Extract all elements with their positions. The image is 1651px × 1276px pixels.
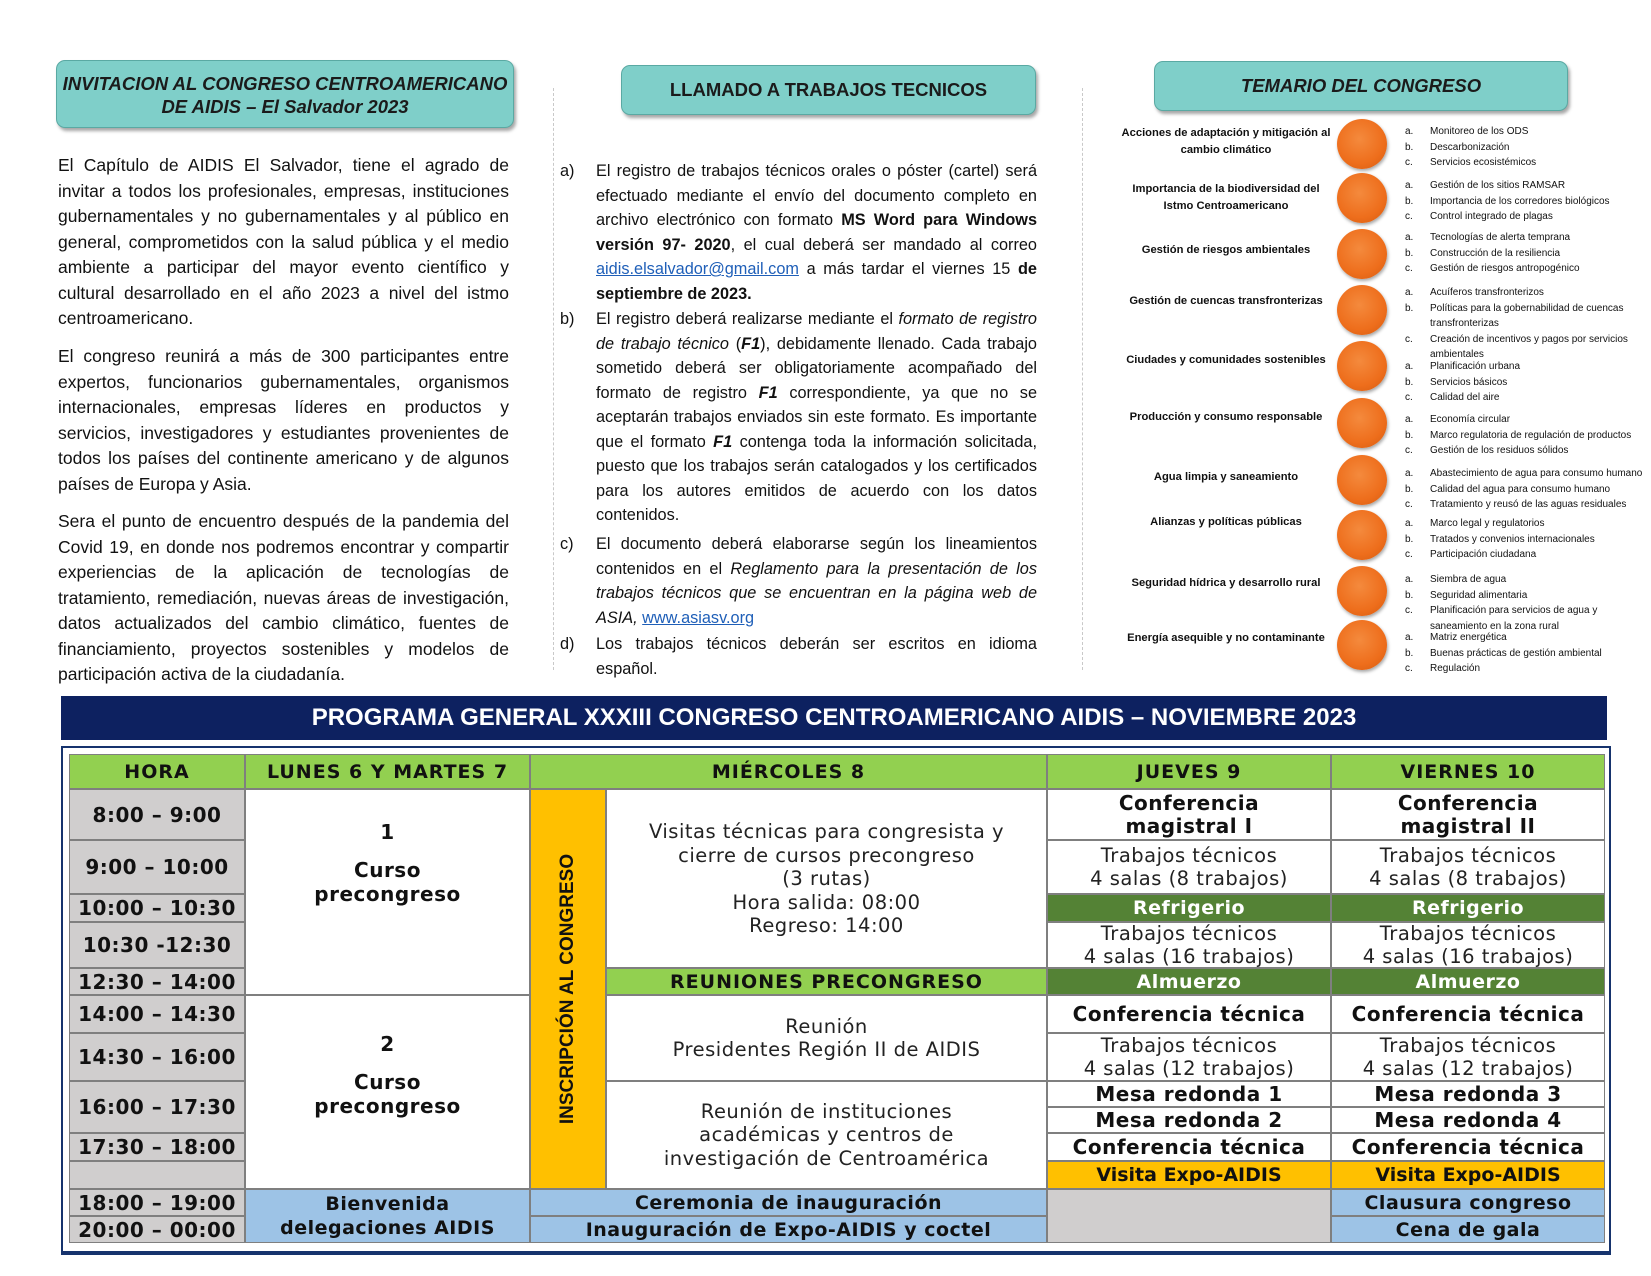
subtopic-text: Participación ciudadana <box>1430 549 1537 560</box>
call-item-c <box>560 532 1037 630</box>
topic-subtopics <box>1405 230 1645 277</box>
subtopic-item <box>1405 261 1645 277</box>
subtopic-item <box>1405 532 1645 548</box>
subtopic-letter: c. <box>1405 663 1413 674</box>
subtopic-item <box>1405 466 1645 482</box>
course-1-line2: precongreso <box>314 882 461 906</box>
subtopic-text: Gestión de los sitios RAMSAR <box>1430 180 1566 191</box>
invitation-paragraph-1: El Capítulo de AIDIS El Salvador, tiene el agrado de invitar a todos los profesionales, empresas, instituciones gubernamentales y no gubernamentales y al público en general, comprometidos con la salud pública y el medio ambiente a participar del mayor evento científico y cultural desarrollado en el año 2023 a nivel del istmo centroamericano. <box>58 155 509 328</box>
subtopic-item <box>1405 375 1645 391</box>
gala-dinner: Cena de gala <box>1331 1216 1605 1243</box>
subtopic-item <box>1405 443 1645 459</box>
subtopic-text: Políticas para la gobernabilidad de cuencas transfronterizas <box>1430 302 1624 329</box>
subtopic-letter: b. <box>1405 589 1414 601</box>
subtopic-item <box>1405 412 1645 428</box>
topic-subtopics <box>1405 412 1645 459</box>
call-b-text1: El registro deberá realizarse mediante el <box>596 310 899 328</box>
thursday-lunch: Almuerzo <box>1047 968 1331 995</box>
subtopic-text: Tecnologías de alerta temprana <box>1430 232 1571 243</box>
topic-orb-icon <box>1337 566 1387 616</box>
subtopic-letter: c. <box>1405 157 1413 168</box>
call-a-bold2: de septiembre de 2023. <box>596 260 1037 303</box>
subtopic-item <box>1405 359 1645 375</box>
temario-title-box <box>1154 61 1568 111</box>
call-item-a <box>560 159 1038 306</box>
call-b-text2: ( <box>728 334 742 353</box>
friday-expo-visit: Visita Expo-AIDIS <box>1331 1161 1605 1189</box>
subtopic-letter: c. <box>1405 211 1413 222</box>
topic-subtopics <box>1405 572 1645 634</box>
friday-papers-1-line2: 4 salas (8 trabajos) <box>1369 867 1567 890</box>
topic-label: Alianzas y políticas públicas <box>1150 516 1302 528</box>
subtopic-text: Siembra de agua <box>1430 574 1507 585</box>
friday-keynote-line1: Conferencia <box>1397 790 1539 815</box>
thursday-papers-1-line1: Trabajos técnicos <box>1100 843 1278 867</box>
topic-subtopics <box>1405 178 1645 225</box>
meeting2-line3: investigación de Centroamérica <box>663 1146 990 1170</box>
topic-subtopics <box>1405 124 1645 171</box>
call-b-f1b: F1 <box>758 383 778 402</box>
thursday-papers-2 <box>1047 922 1331 968</box>
subtopic-letter: c. <box>1405 445 1413 456</box>
subtopic-item <box>1405 588 1645 604</box>
call-b-italic1: formato de registro de trabajo técnico <box>596 310 1037 353</box>
friday-tech-conference-2: Conferencia técnica <box>1331 1133 1605 1161</box>
subtopic-text: Acuíferos transfronterizos <box>1430 287 1544 298</box>
topic-orb-icon <box>1337 620 1387 670</box>
header-monday: LUNES 6 Y MARTES 7 <box>245 754 530 789</box>
subtopic-text: Construcción de la resiliencia <box>1430 247 1561 259</box>
subtopic-text: Importancia de los corredores biológicos <box>1430 195 1610 207</box>
subtopic-text: Tratados y convenios internacionales <box>1430 533 1595 545</box>
header-hora: HORA <box>69 754 245 789</box>
course-2-number: 2 <box>380 1032 395 1056</box>
call-title-box <box>621 65 1036 115</box>
thursday-evening-empty <box>1047 1189 1331 1243</box>
thursday-tech-conference-2: Conferencia técnica <box>1047 1133 1331 1161</box>
hour-cell: 12:30 – 14:00 <box>69 968 245 995</box>
topic-orb-icon <box>1337 455 1387 505</box>
call-a-bold1: MS Word para Windows versión 97- 2020 <box>596 211 1038 254</box>
subtopic-item <box>1405 482 1645 498</box>
subtopic-text: Abastecimiento de agua para consumo humano <box>1430 468 1643 479</box>
subtopic-letter: b. <box>1405 647 1414 659</box>
monday-welcome <box>245 1189 530 1243</box>
visits-line3: (3 rutas) <box>782 867 871 890</box>
subtopic-letter: b. <box>1405 302 1414 314</box>
hour-cell-empty <box>69 1161 245 1189</box>
subtopic-text: Tratamiento y reusó de las aguas residuales <box>1430 499 1627 510</box>
welcome-line1: Bienvenida <box>325 1193 450 1215</box>
subtopic-letter: a. <box>1405 126 1414 137</box>
column-divider-1 <box>553 88 554 670</box>
topic-label: Gestión de riesgos ambientales <box>1141 244 1311 256</box>
subtopic-text: Control integrado de plagas <box>1430 211 1553 222</box>
call-a-text2: , el cual deberá ser mandado al correo <box>730 235 1037 254</box>
meeting2-line1: Reunión de instituciones <box>700 1099 953 1123</box>
thursday-papers-1 <box>1047 840 1331 894</box>
friday-papers-3-line2: 4 salas (12 trabajos) <box>1362 1057 1574 1080</box>
subtopic-item <box>1405 390 1645 406</box>
topic-label: Agua limpia y saneamiento <box>1153 471 1299 483</box>
topic-orb-icon <box>1337 119 1387 169</box>
topic-label: Seguridad hídrica y desarrollo rural <box>1131 577 1321 589</box>
subtopic-text: Calidad del agua para consumo humano <box>1430 483 1611 495</box>
friday-keynote-line2: magistral II <box>1400 813 1536 838</box>
friday-papers-1 <box>1331 840 1605 894</box>
subtopic-item <box>1405 572 1645 588</box>
subtopic-text: Matriz energética <box>1430 632 1507 643</box>
hour-cell: 10:00 – 10:30 <box>69 894 245 922</box>
thursday-keynote-line2: magistral I <box>1125 813 1253 838</box>
friday-papers-2-line2: 4 salas (16 trabajos) <box>1362 945 1574 968</box>
thursday-papers-2-line1: Trabajos técnicos <box>1100 921 1278 945</box>
friday-tech-conference: Conferencia técnica <box>1331 995 1605 1033</box>
subtopic-letter: c. <box>1405 499 1413 510</box>
pre-congress-meetings: REUNIONES PRECONGRESO <box>606 968 1047 995</box>
subtopic-letter: a. <box>1405 180 1414 191</box>
call-item-d <box>560 632 1037 681</box>
email-link[interactable]: aidis.elsalvador@gmail.com <box>596 260 799 278</box>
subtopic-letter: a. <box>1405 632 1414 643</box>
subtopic-item <box>1405 194 1645 210</box>
closing-ceremony: Clausura congreso <box>1331 1189 1605 1216</box>
thursday-papers-3-line2: 4 salas (12 trabajos) <box>1083 1057 1295 1080</box>
header-wednesday: MIÉRCOLES 8 <box>530 754 1047 789</box>
subtopic-letter: b. <box>1405 247 1414 259</box>
subtopic-text: Planificación para servicios de agua y saneamiento en la zona rural <box>1430 605 1598 632</box>
subtopic-item <box>1405 209 1645 225</box>
visits-line2: cierre de cursos precongreso <box>678 843 975 867</box>
subtopic-letter: b. <box>1405 195 1414 207</box>
friday-break: Refrigerio <box>1331 894 1605 922</box>
monday-course-1 <box>245 789 530 995</box>
round-table-3: Mesa redonda 3 <box>1331 1081 1605 1107</box>
temario-title: TEMARIO DEL CONGRESO <box>1240 75 1482 96</box>
subtopic-text: Servicios básicos <box>1430 376 1508 388</box>
program-banner <box>61 696 1607 740</box>
program-table <box>61 746 1611 1253</box>
header-thursday: JUEVES 9 <box>1047 754 1331 789</box>
thursday-keynote <box>1047 789 1331 840</box>
monday-course-2 <box>245 995 530 1189</box>
subtopic-letter: c. <box>1405 605 1413 616</box>
call-title: LLAMADO A TRABAJOS TECNICOS <box>669 79 988 100</box>
subtopic-text: Calidad del aire <box>1430 392 1500 403</box>
call-b-text4: correspondiente, ya que no se aceptarán trabajos enviados sin este formato. Es importante que el formato <box>596 383 1037 451</box>
friday-papers-3 <box>1331 1033 1605 1081</box>
subtopic-letter: b. <box>1405 141 1414 153</box>
topic-label: Gestión de cuencas transfronterizas <box>1129 295 1323 307</box>
topic-orb-icon <box>1337 510 1387 560</box>
meeting-presidents <box>606 995 1047 1081</box>
meeting1-line2: Presidentes Región II de AIDIS <box>672 1038 981 1061</box>
topic-label: Acciones de adaptación y mitigación al cambio climático <box>1121 127 1331 156</box>
subtopic-text: Marco legal y regulatorios <box>1430 518 1545 529</box>
subtopic-item <box>1405 332 1645 363</box>
hour-cell: 14:30 – 16:00 <box>69 1033 245 1081</box>
topic-subtopics <box>1405 630 1645 677</box>
subtopic-text: Marco regulatoria de regulación de productos <box>1430 429 1632 441</box>
subtopic-item <box>1405 230 1645 246</box>
friday-papers-2-line1: Trabajos técnicos <box>1379 921 1557 945</box>
call-letter-a: a) <box>560 162 575 180</box>
subtopic-letter: a. <box>1405 232 1414 243</box>
thursday-keynote-line1: Conferencia <box>1118 790 1260 815</box>
registration-text: INSCRIPCIÓN AL CONGRESO <box>557 853 578 1125</box>
call-b-text3: ), debidamente llenado. Cada trabajo sometido deberá ser obligatoriamente acompañado del formato de registro <box>596 334 1037 402</box>
thursday-papers-3 <box>1047 1033 1331 1081</box>
subtopic-letter: c. <box>1405 333 1413 345</box>
subtopic-text: Gestión de riesgos antropogénico <box>1430 263 1580 274</box>
topic-orb-icon <box>1337 341 1387 391</box>
technical-visits <box>606 789 1047 968</box>
registration-cell <box>530 789 606 1189</box>
call-d-text: Los trabajos técnicos deberán ser escritos en idioma español. <box>596 635 1037 678</box>
topic-orb-icon <box>1337 229 1387 279</box>
subtopic-letter: b. <box>1405 533 1414 545</box>
call-c-italic: Reglamento para la presentación de los trabajos técnicos que se encuentran en la página web de ASIA, <box>596 559 1037 627</box>
program-banner-title: PROGRAMA GENERAL XXXIII CONGRESO CENTROAMERICANO AIDIS – NOVIEMBRE 2023 <box>311 704 1357 731</box>
call-letter-b: b) <box>560 310 575 328</box>
hour-cell: 17:30 – 18:00 <box>69 1133 245 1161</box>
subtopic-item <box>1405 285 1645 301</box>
subtopic-text: Descarbonización <box>1430 141 1510 153</box>
thursday-papers-1-line2: 4 salas (8 trabajos) <box>1090 867 1288 890</box>
call-b-f1c: F1 <box>713 432 733 451</box>
subtopic-letter: b. <box>1405 483 1414 495</box>
topic-subtopics <box>1405 359 1645 406</box>
subtopic-item <box>1405 178 1645 194</box>
subtopic-letter: c. <box>1405 392 1413 403</box>
call-a-text3: a más tardar el viernes 15 <box>798 260 1018 278</box>
subtopic-letter: a. <box>1405 361 1414 372</box>
thursday-papers-2-line2: 4 salas (16 trabajos) <box>1083 945 1295 968</box>
course-2-line1: Curso <box>354 1070 421 1094</box>
subtopic-text: Monitoreo de los ODS <box>1430 126 1529 137</box>
friday-papers-1-line1: Trabajos técnicos <box>1379 843 1557 867</box>
course-1-line1: Curso <box>354 858 421 882</box>
subtopic-item <box>1405 630 1645 646</box>
hour-cell: 14:00 – 14:30 <box>69 995 245 1033</box>
topic-label: Ciudades y comunidades sostenibles <box>1126 354 1326 366</box>
invitation-title-line1: INVITACION AL CONGRESO CENTROAMERICANO <box>62 73 508 94</box>
meeting1-line1: Reunión <box>785 1014 868 1038</box>
thursday-expo-visit: Visita Expo-AIDIS <box>1047 1161 1331 1189</box>
subtopic-item <box>1405 124 1645 140</box>
friday-papers-2 <box>1331 922 1605 968</box>
topic-orb-icon <box>1337 398 1387 448</box>
inauguration-ceremony: Ceremonia de inauguración <box>530 1189 1047 1216</box>
call-letter-d: d) <box>560 635 575 653</box>
call-c-text1: El documento deberá elaborarse según los lineamientos contenidos en el <box>596 535 1037 578</box>
subtopic-letter: c. <box>1405 263 1413 274</box>
subtopic-letter: b. <box>1405 429 1414 441</box>
hour-cell: 18:00 – 19:00 <box>69 1189 245 1216</box>
subtopic-item <box>1405 646 1645 662</box>
subtopic-text: Servicios ecosistémicos <box>1430 157 1537 168</box>
subtopic-item <box>1405 301 1645 332</box>
website-link[interactable]: www.asiasv.org <box>642 608 755 627</box>
subtopic-item <box>1405 661 1645 677</box>
subtopic-item <box>1405 246 1645 262</box>
friday-keynote <box>1331 789 1605 840</box>
friday-papers-3-line1: Trabajos técnicos <box>1379 1033 1557 1057</box>
topic-label: Energía asequible y no contaminante <box>1127 632 1325 644</box>
hour-cell: 10:30 -12:30 <box>69 922 245 968</box>
subtopic-item <box>1405 428 1645 444</box>
course-2-line2: precongreso <box>314 1094 461 1118</box>
subtopic-letter: c. <box>1405 549 1413 560</box>
subtopic-text: Seguridad alimentaria <box>1430 589 1528 601</box>
subtopic-text: Economía circular <box>1430 414 1511 425</box>
meeting-academic <box>606 1081 1047 1189</box>
topic-label: Producción y consumo responsable <box>1129 411 1323 423</box>
subtopic-item <box>1405 155 1645 171</box>
friday-lunch: Almuerzo <box>1331 968 1605 995</box>
subtopic-letter: a. <box>1405 518 1414 529</box>
course-1-number: 1 <box>380 820 395 844</box>
visits-line1: Visitas técnicas para congresista y <box>648 820 1005 843</box>
welcome-line2: delegaciones AIDIS <box>280 1217 495 1239</box>
visits-line4: Hora salida: 08:00 <box>732 890 921 914</box>
subtopic-text: Gestión de los residuos sólidos <box>1430 445 1569 456</box>
topic-subtopics <box>1405 285 1645 363</box>
invitation-title-box <box>56 60 514 128</box>
topic-label: Importancia de la biodiversidad del Istmo Centroamericano <box>1132 183 1320 212</box>
round-table-2: Mesa redonda 2 <box>1047 1107 1331 1133</box>
thursday-break: Refrigerio <box>1047 894 1331 922</box>
call-item-b <box>560 307 1037 528</box>
subtopic-item <box>1405 140 1645 156</box>
subtopic-text: Planificación urbana <box>1430 361 1521 372</box>
subtopic-item <box>1405 516 1645 532</box>
call-b-text5: contenga toda la información solicitada, puesto que los trabajos serán catalogados y los certificados para los autores emitidos de acuerdo con los datos contenidos. <box>596 432 1037 524</box>
subtopic-letter: a. <box>1405 414 1414 425</box>
column-divider-2 <box>1082 88 1083 670</box>
thursday-tech-conference: Conferencia técnica <box>1047 995 1331 1033</box>
subtopic-text: Buenas prácticas de gestión ambiental <box>1430 647 1602 659</box>
call-b-f1a: F1 <box>741 334 761 353</box>
expo-inauguration: Inauguración de Expo-AIDIS y coctel <box>530 1216 1047 1243</box>
topic-orb-icon <box>1337 173 1387 223</box>
call-a-text1: El registro de trabajos técnicos orales o póster (cartel) será efectuado mediante el envío del documento completo en archivo electrónico con formato <box>596 162 1037 229</box>
hour-cell: 8:00 – 9:00 <box>69 789 245 840</box>
topic-orb-icon <box>1337 285 1387 335</box>
subtopic-item <box>1405 497 1645 513</box>
hour-cell: 16:00 – 17:30 <box>69 1081 245 1133</box>
subtopic-letter: a. <box>1405 574 1414 585</box>
invitation-title-line2: DE AIDIS – El Salvador 2023 <box>161 96 409 117</box>
subtopic-letter: a. <box>1405 287 1414 298</box>
round-table-1: Mesa redonda 1 <box>1047 1081 1331 1107</box>
header-friday: VIERNES 10 <box>1331 754 1605 789</box>
subtopic-item <box>1405 547 1645 563</box>
subtopic-letter: a. <box>1405 468 1414 479</box>
round-table-4: Mesa redonda 4 <box>1331 1107 1605 1133</box>
meeting2-line2: académicas y centros de <box>699 1123 954 1147</box>
hour-cell: 20:00 – 00:00 <box>69 1216 245 1243</box>
thursday-papers-3-line1: Trabajos técnicos <box>1100 1033 1278 1057</box>
topic-subtopics <box>1405 516 1645 563</box>
subtopic-text: Regulación <box>1430 663 1481 674</box>
invitation-paragraph-3: Sera el punto de encuentro después de la pandemia del Covid 19, en donde nos podremos encontrar y compartir experiencias de la aplicación de tecnologías de tratamiento, remediación, nuevas áreas de investigación, datos actualizados del cambio climático, fuentes de financiamiento, proyectos sostenibles y modelos de participación activa de la ciudadanía. <box>58 511 509 684</box>
invitation-paragraph-2: El congreso reunirá a más de 300 participantes entre expertos, funcionarios gubernamentales, organismos internacionales, empresas líderes en productos y servicios, investigadores y estudiantes provenientes de todos los países del continente americano y de algunos países de Europa y Asia. <box>58 346 509 494</box>
visits-line5: Regreso: 14:00 <box>749 914 904 937</box>
hour-cell: 9:00 – 10:00 <box>69 840 245 894</box>
subtopic-letter: b. <box>1405 376 1414 388</box>
call-letter-c: c) <box>560 535 574 553</box>
subtopic-text: Creación de incentivos y pagos por servicios ambientales <box>1430 333 1628 360</box>
topic-subtopics <box>1405 466 1645 513</box>
